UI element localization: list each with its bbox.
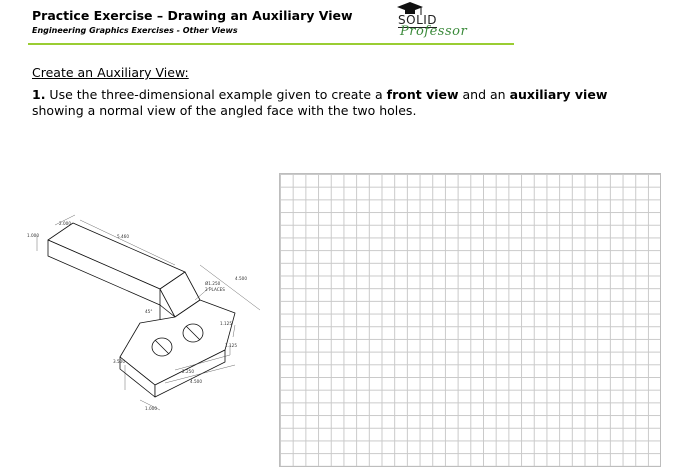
dim-label: 1.000 — [145, 406, 157, 411]
dim-label: 4.500 — [235, 276, 247, 281]
page-title: Practice Exercise – Drawing an Auxiliary View — [32, 8, 353, 23]
dim-label: 1.125 — [225, 343, 237, 348]
solid-professor-logo — [395, 2, 495, 44]
exercise-number: 1. — [32, 87, 46, 102]
exercise-instructions — [32, 87, 662, 119]
instruction-text-1: Use the three-dimensional example given to create a — [45, 87, 387, 102]
instruction-text-2: and an — [458, 87, 510, 102]
logo-text-professor: Professor — [400, 24, 468, 39]
header-divider — [28, 43, 514, 45]
logo-text-solid: SOLID — [398, 13, 438, 27]
instruction-text-3: showing a normal view of the angled face with the two holes. — [32, 103, 417, 118]
dim-label: 45° — [145, 309, 153, 314]
dim-label: 2.000 — [59, 221, 71, 226]
page-subtitle: Engineering Graphics Exercises - Other Views — [32, 26, 238, 35]
instruction-bold-front-view: front view — [386, 87, 459, 102]
dim-label: 4.500 — [190, 379, 202, 384]
dim-label: 3.500 — [113, 359, 125, 364]
dim-label: 2 PLACES — [205, 287, 225, 292]
dim-label: 2.250 — [182, 369, 194, 374]
isometric-part-drawing — [25, 205, 275, 420]
instruction-bold-auxiliary-view: auxiliary view — [509, 87, 608, 102]
dim-label: 1.000 — [27, 233, 39, 238]
dim-label: 1.125 — [220, 321, 232, 326]
dim-label: 5.460 — [117, 234, 129, 239]
section-heading: Create an Auxiliary View: — [32, 65, 189, 80]
dim-label: Ø1.250 — [205, 281, 221, 286]
drawing-grid[interactable] — [279, 173, 661, 467]
